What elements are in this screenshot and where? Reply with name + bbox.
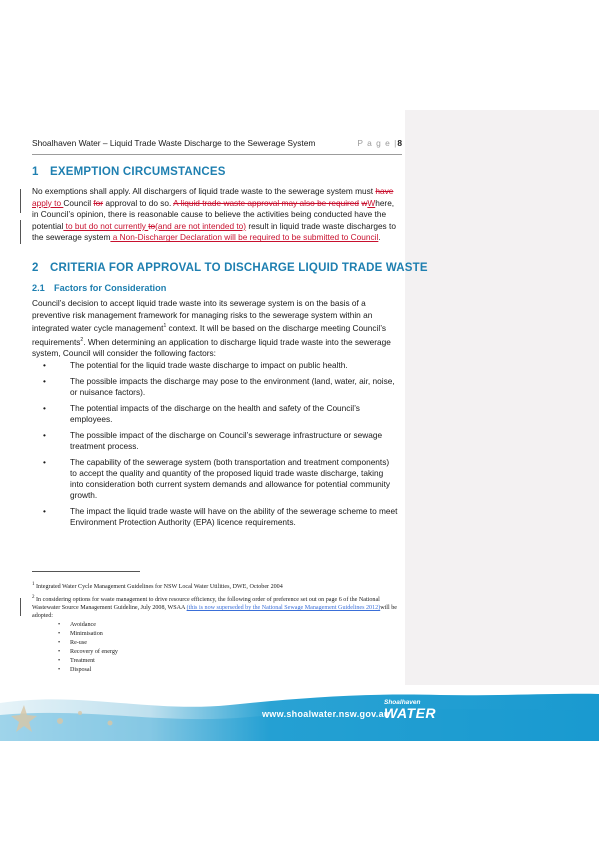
header-page: [357, 138, 402, 148]
footnote-1: [32, 581, 398, 591]
section1-title: EXEMPTION CIRCUMSTANCES: [50, 166, 226, 178]
text-run: . When determining an application to discharge liquid trade waste into the sewerage system, Council will consider the following factors:: [32, 336, 391, 358]
shoalhaven-water-logo: [384, 699, 436, 720]
footer-url[interactable]: www.shoalwater.nsw.gov.au: [262, 709, 390, 719]
page-header: [32, 138, 402, 155]
subsection-number: 2.1: [32, 283, 45, 293]
list-item: • Treatment: [32, 657, 118, 666]
text-run: context. It will be based on the discharge meeting Council’s requirements: [32, 322, 387, 347]
deleted-text: for: [93, 197, 104, 208]
footnote-text: will be adopted:: [32, 605, 397, 620]
footnote-ref[interactable]: 2: [80, 336, 84, 343]
section1-heading: [32, 166, 226, 178]
list-item: • The capability of the sewerage system (both transportation and treatment components) to accept the quality and quantity of the proposed liquid trade waste discharge, taking into consideration both current system demands and allowance for potential community growth.: [32, 457, 398, 501]
deleted-text: to: [148, 220, 156, 231]
change-bar: [20, 598, 21, 616]
deleted-text: have: [375, 186, 394, 196]
text-run: .: [378, 232, 381, 243]
change-bar: [20, 189, 21, 213]
footnote-link[interactable]: (this is now superseded by the National Sewage Management Guidelines 2012): [186, 605, 381, 612]
section2-heading: [32, 262, 428, 274]
inserted-text: W: [367, 197, 376, 208]
deleted-text: A liquid trade waste approval may also be required: [173, 197, 360, 208]
list-item: • The impact the liquid trade waste will have on the ability of the sewerage scheme to meet Environment Protection Authority (EPA) licence requirements.: [32, 506, 398, 528]
list-item: • Recovery of energy: [32, 648, 118, 657]
section2-number: 2: [32, 262, 39, 274]
text-run: result in liquid trade waste discharges to the sewerage system: [32, 220, 396, 243]
text-run: Council’s decision to accept liquid trade waste into its sewerage system is on the basis of a preventive risk management framework for managing risks to the sewerage system within an integrated water cycle management: [32, 298, 373, 333]
page-label: P a g e |: [357, 138, 398, 148]
subsection-heading: [32, 283, 166, 293]
footnote-mark: 2: [32, 595, 35, 600]
footnote-text: In considering options for waste management to drive resource efficiency, the following order of preference set out on page 6 of the National Wastewater Source Management Guideline, July 2008, WSAA: [32, 597, 380, 612]
text-run: No exemptions shall apply. All dischargers of liquid trade waste to the sewerage system must: [32, 186, 376, 196]
footnote-text: Integrated Water Cycle Management Guidelines for NSW Local Water Utilities, DWE, October 2004: [34, 584, 283, 591]
section2-title: CRITERIA FOR APPROVAL TO DISCHARGE LIQUID TRADE WASTE: [50, 262, 428, 274]
list-item: • The possible impacts the discharge may pose to the environment (land, water, air, noise, or nuisance factors).: [32, 376, 398, 398]
footnote-separator: [32, 571, 140, 572]
list-item: • The potential impacts of the discharge on the health and safety of the Council’s employees.: [32, 403, 398, 425]
text-run: here, in Council’s opinion, there is reasonable cause to believe the activities being conducted have the potential: [32, 197, 395, 231]
section2-paragraph: [32, 298, 398, 360]
factors-list: [32, 360, 398, 533]
waste-hierarchy-list: [32, 621, 118, 675]
footnote-2: [32, 594, 398, 620]
section1-paragraph: [32, 186, 398, 244]
text-run: approval to do so.: [103, 197, 174, 208]
list-item: • The possible impact of the discharge on Council’s sewerage infrastructure or sewage treatment process.: [32, 430, 398, 452]
inserted-text: (and are not intended to): [155, 220, 247, 231]
change-bar: [20, 220, 21, 244]
inserted-text: to but do not currently: [63, 220, 149, 231]
page-number: 8: [397, 138, 402, 148]
list-item: • Re-use: [32, 639, 118, 648]
header-title: Shoalhaven Water – Liquid Trade Waste Discharge to the Sewerage System: [32, 138, 316, 148]
deleted-text: w: [361, 197, 368, 208]
inserted-text: apply to: [32, 197, 64, 208]
subsection-title: Factors for Consideration: [54, 283, 167, 293]
logo-main-text: WATER: [384, 705, 437, 721]
page-footer: [0, 685, 599, 741]
inserted-text: a Non-Discharger Declaration will be required to be submitted to Council: [110, 232, 379, 243]
logo-top-text: Shoalhaven: [384, 699, 421, 706]
footnote-ref[interactable]: 1: [163, 323, 167, 330]
markup-pane: [405, 110, 599, 685]
footnote-mark: 1: [32, 582, 35, 587]
list-item: • The potential for the liquid trade waste discharge to impact on public health.: [32, 360, 398, 371]
list-item: • Disposal: [32, 666, 118, 675]
list-item: • Minimisation: [32, 630, 118, 639]
text-run: Council: [63, 197, 94, 208]
section1-number: 1: [32, 166, 39, 178]
list-item: • Avoidance: [32, 621, 118, 630]
